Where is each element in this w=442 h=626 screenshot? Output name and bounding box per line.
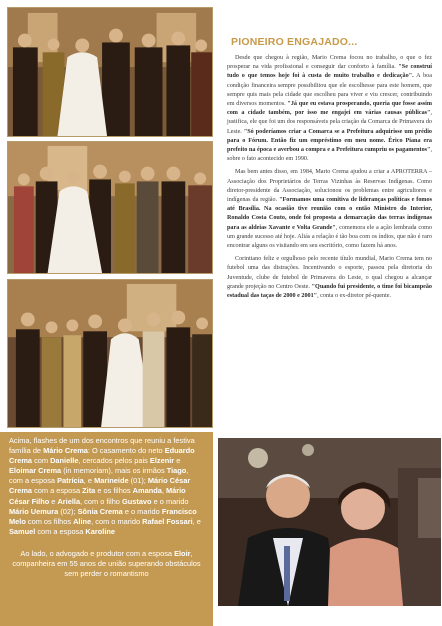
wedding-family-photo-2 (7, 141, 213, 274)
emphasis-text: Mário César Filho (9, 486, 186, 506)
body-text: (02); (58, 506, 78, 516)
body-text: , com o marido (91, 516, 143, 526)
emphasis-text: Marineide (94, 476, 129, 486)
body-text: , (161, 486, 166, 496)
body-text: , e (83, 476, 95, 486)
body-text: e o marido (151, 496, 189, 506)
emphasis-text: Tiago (166, 466, 187, 476)
emphasis-text: Francisco Melo (9, 506, 197, 526)
body-text: com a esposa (35, 526, 86, 536)
emphasis-text: "Só poderíamos criar a Comarca se a Prefeitura adquirisse um prédio para o Fórum. Então fiz um empréstimo em meu nome. Érico Piana era prefeito na época e averbou a compra e a Prefeitura cumpriu os pagamentos" (227, 128, 432, 154)
body-text: e (49, 496, 58, 506)
emphasis-text: Zita (82, 486, 96, 496)
body-text: , justifica, ele que foi um dos responsáveis pela criação da Comarca de Primavera do Leste. (227, 110, 432, 135)
emphasis-text: Eduardo Crema (9, 446, 195, 466)
body-text: , conta o ex-diretor pé-quente. (317, 293, 392, 300)
article-body (227, 54, 432, 305)
emphasis-text: Sônia Crema (77, 506, 123, 516)
body-text: (in memoriam), mais os irmãos (61, 466, 167, 476)
caption-main (9, 436, 204, 537)
body-text: Acima, flashes de um dos encontros que reuniu a festiva família de (9, 436, 195, 456)
emphasis-text: Ariella (57, 496, 81, 506)
body-text: , com a esposa (9, 466, 189, 486)
article-title: PIONEIRO ENGAJADO... (231, 36, 358, 48)
body-text: , cercados pelos pais (78, 456, 150, 466)
body-text: A boa condição financeira sempre possibilitou que ele escolhesse para este homem, que sempre quis mais pela cidade que escolheu para viver e viu crescer, contribuindo em diversos momentos. (227, 73, 432, 108)
body-text: Corintiano feliz e orgulhoso pelo recente título mundial, Mario Crema tem no futebol uma das distrações. Incentivando o esporte, passou pela diretoria do Juventude, clube de futebol de Primavera do Leste, o qual chegou a alcançar grande projeção no Centro Oeste. (227, 256, 432, 290)
photo-caption-box (0, 432, 213, 626)
body-text: , comemora ele a ação lembrada como um grande sucesso até hoje. Aliás a relação é tão boa com os índios, que não é raro encontrar alguns os visitando em seu escritório, como fazem há anos. (227, 224, 432, 250)
emphasis-text: "Já que eu estava prosperando, queria que fosse assim com a cidade também, por isso me engajei em várias causas públicas" (227, 101, 432, 117)
body-text: , sobre o fato acontecido em 1990. (227, 147, 432, 163)
emphasis-text: Mário César Crema (9, 476, 191, 496)
emphasis-text: "Quando fui presidente, o time foi bicampeão estadual das taças de 2000 e 2001" (227, 283, 432, 300)
caption-second (9, 549, 204, 579)
article-paragraph-2 (227, 168, 432, 251)
article-paragraph-3 (227, 255, 432, 301)
emphasis-text: Mário Uemura (9, 506, 59, 516)
body-text: , com o filho (80, 496, 122, 506)
body-text: , e (192, 516, 201, 526)
body-text: e o marido (122, 506, 162, 516)
emphasis-text: Eloimar Crema (9, 466, 62, 476)
emphasis-text: Aline (73, 516, 92, 526)
article-paragraph-1 (227, 54, 432, 164)
wedding-family-photo-1 (7, 7, 213, 137)
body-text: com a esposa (32, 486, 83, 496)
emphasis-text: Karoline (85, 526, 115, 536)
emphasis-text: Elzenir (149, 456, 175, 466)
body-text: , companheira em 55 anos de união superando obstáculos sem perder o romantismo (12, 548, 201, 579)
emphasis-text: Samuel (9, 526, 36, 536)
wedding-family-photo-3 (7, 279, 213, 428)
emphasis-text: Patrícia (57, 476, 84, 486)
body-text: e os filhos (95, 486, 133, 496)
body-text: : O casamento do neto (87, 446, 165, 456)
body-text: Mas bem antes disso, em 1984, Mario Crema ajudou a criar a APROTERRA – Associação dos Proprietários de Terras Vizinhas às Reservas Indígenas. Como diretor-presidente da Associação, solucionou os problemas entre agricultores e indígenas da região. (227, 169, 432, 204)
body-text: Desde que chegou à região, Mario Crema focou no trabalho, o que o fez prosperar na vida profissional e conseguir dar conforto à família. (227, 55, 432, 71)
emphasis-text: Eloir (174, 548, 191, 558)
emphasis-text: Rafael Fossari (142, 516, 193, 526)
body-text: Ao lado, o advogado e produtor com a esposa (20, 548, 175, 558)
body-text: (01); (128, 476, 148, 486)
body-text: com (32, 456, 51, 466)
body-text: e (174, 456, 181, 466)
emphasis-text: Danielle (50, 456, 79, 466)
couple-photo (218, 438, 441, 606)
body-text: com os filhos (25, 516, 74, 526)
emphasis-text: Gustavo (121, 496, 152, 506)
emphasis-text: "Formamos uma comitiva de lideranças políticas e fomos até Brasília. Na ocasião tive reunião com o então Ministro do Interior, Ronaldo Costa Couto, onde foi proposta a demarcação das terras indígenas para as aldeias Xavante e Volta Grande" (227, 197, 432, 231)
bottom-margin (213, 610, 442, 626)
emphasis-text: Amanda (132, 486, 162, 496)
emphasis-text: Mário Crema (43, 446, 88, 456)
emphasis-text: "Se construí tudo o que temos hoje foi à custa de muito trabalho e dedicação". (227, 64, 433, 80)
